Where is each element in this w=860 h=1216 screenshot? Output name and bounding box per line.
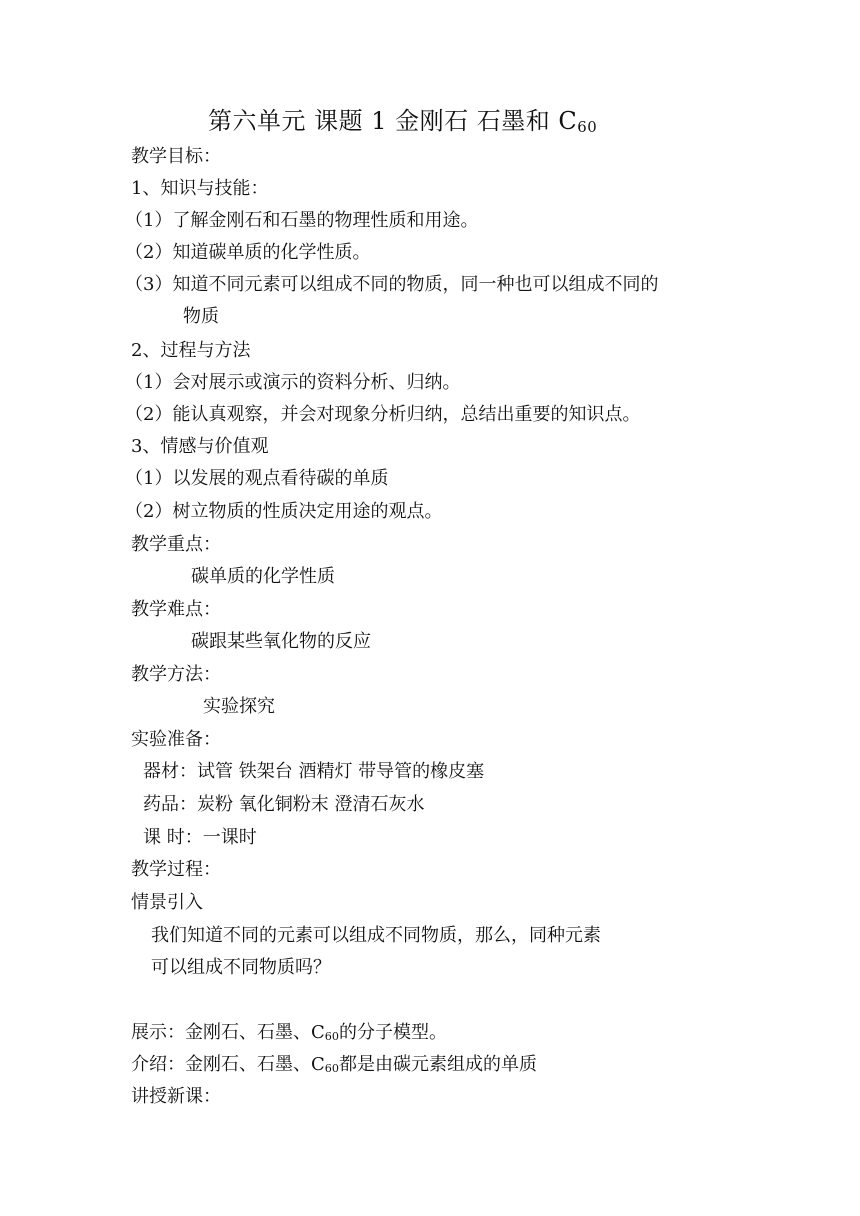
- prep-heading: 实验准备：: [131, 729, 221, 750]
- goal1-item3-cont: 物质: [183, 306, 219, 327]
- key-point-text: 碳单质的化学性质: [191, 566, 335, 587]
- new-lesson-heading: 讲授新课：: [131, 1086, 221, 1107]
- introduce-subscript: 60: [324, 1062, 339, 1076]
- process-heading: 教学过程：: [131, 859, 221, 880]
- goal3-item2: （2）树立物质的性质决定用途的观点。: [125, 501, 443, 522]
- difficulty-heading: 教学难点：: [131, 599, 221, 620]
- show-subscript: 60: [324, 1030, 339, 1044]
- goals-heading: 教学目标：: [131, 146, 221, 167]
- introduce-line: [131, 1053, 537, 1081]
- goal2-heading: 2、过程与方法: [131, 340, 251, 361]
- intro-text-line1: 我们知道不同的元素可以组成不同物质，那么，同种元素: [151, 925, 601, 946]
- goal2-item1: （1）会对展示或演示的资料分析、归纳。: [125, 372, 461, 393]
- title-subscript: 60: [577, 117, 598, 136]
- equipment-line: 器材：试管 铁架台 酒精灯 带导管的橡皮塞: [143, 761, 485, 782]
- method-heading: 教学方法：: [131, 664, 221, 685]
- difficulty-text: 碳跟某些氧化物的反应: [191, 631, 371, 652]
- goal3-heading: 3、情感与价值观: [131, 436, 269, 457]
- intro-text-line2: 可以组成不同物质吗？: [151, 957, 331, 978]
- goal1-item2: （2）知道碳单质的化学性质。: [125, 242, 371, 263]
- goal1-heading: 1、知识与技能：: [131, 178, 269, 199]
- goal1-item1: （1）了解金刚石和石墨的物理性质和用途。: [125, 210, 479, 231]
- intro-heading: 情景引入: [131, 892, 203, 913]
- key-point-heading: 教学重点：: [131, 534, 221, 555]
- goal3-item1: （1）以发展的观点看待碳的单质: [125, 468, 389, 489]
- show-suffix: 的分子模型。: [338, 1022, 447, 1043]
- title-text: 第六单元 课题 1 金刚石 石墨和 C: [208, 107, 578, 135]
- goal1-item3: （3）知道不同元素可以组成不同的物质，同一种也可以组成不同的: [125, 274, 659, 295]
- duration-line: 课 时：一课时: [143, 827, 257, 848]
- introduce-suffix: 都是由碳元素组成的单质: [338, 1054, 537, 1075]
- reagents-line: 药品：炭粉 氧化铜粉末 澄清石灰水: [143, 794, 425, 815]
- goal2-item2: （2）能认真观察，并会对现象分析归纳，总结出重要的知识点。: [125, 404, 641, 425]
- method-text: 实验探究: [203, 696, 275, 717]
- introduce-prefix: 介绍：金刚石、石墨、C: [131, 1054, 325, 1075]
- show-line: [131, 1021, 447, 1049]
- show-prefix: 展示：金刚石、石墨、C: [131, 1022, 325, 1043]
- document-title: [208, 104, 597, 144]
